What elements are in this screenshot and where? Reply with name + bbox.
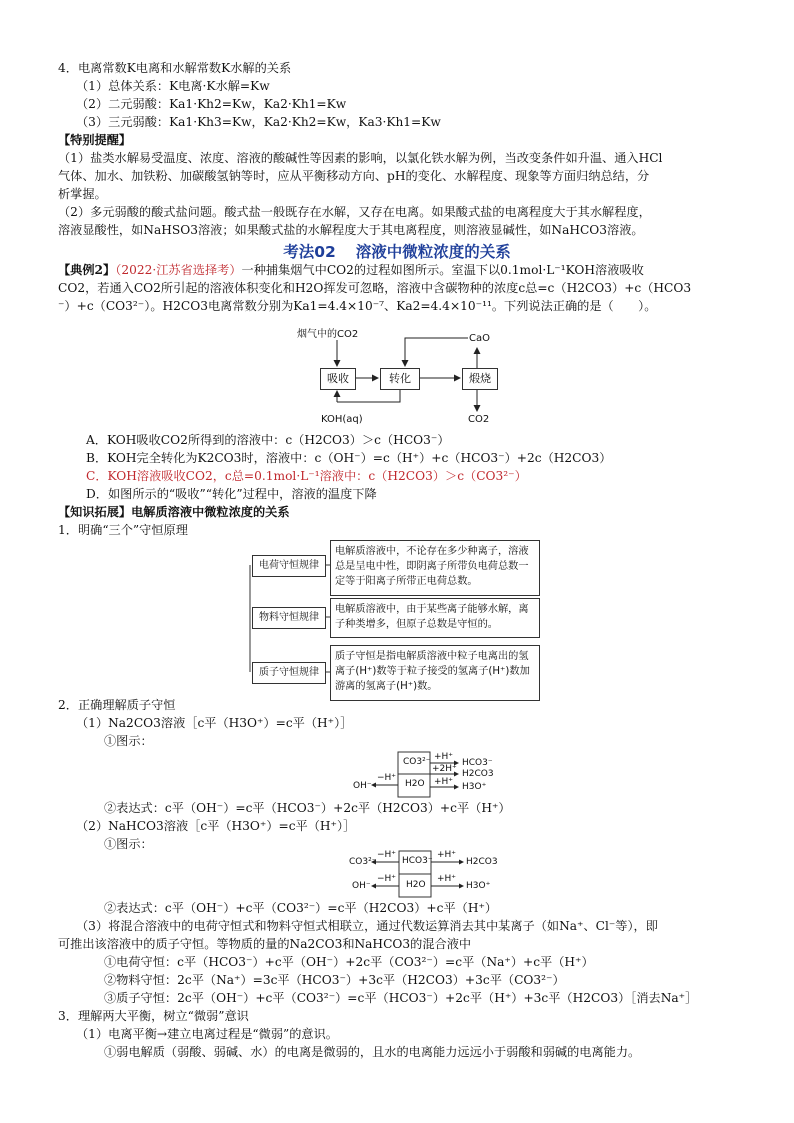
d1-oh: OH⁻ — [353, 781, 372, 791]
knowledge-p4a: （1）电离平衡→建立电离过程是“微弱”的意识。 — [76, 1027, 338, 1041]
rule-name-charge: 电荷守恒规律 — [252, 555, 326, 577]
d1-left-bot: H2O — [405, 779, 425, 789]
d2-m1: −H⁺ — [377, 850, 397, 860]
nahco3-expr: ②表达式：c平（OH⁻）+c平（CO3²⁻）=c平（H2CO3）+c平（H⁺） — [104, 901, 498, 915]
section4-line1: （1）总体关系：K电离·K水解=Kw — [76, 79, 270, 93]
example-q2: CO2，若通入CO2所引起的溶液体积变化和H2O挥发可忽略，溶液中含碳物种的浓度c总=c（H2CO3）+c（HCO3 — [58, 281, 692, 295]
d1-r2: H2CO3 — [462, 769, 494, 779]
na2co3-title: （1）Na2CO3溶液［c平（H3O⁺）=c平（H⁺）］ — [76, 716, 353, 730]
option-a: A．KOH吸收CO2所得到的溶液中：c（H2CO3）＞c（HCO3⁻） — [86, 433, 450, 447]
tips-title: 【特别提醒】 — [58, 133, 132, 147]
example-tag: 【典例2】 — [58, 263, 116, 277]
section4-line3: （3）三元弱酸：Ka1·Kh3=Kw，Ka2·Kh2=Kw，Ka3·Kh1=Kw — [76, 115, 441, 129]
section4-line2: （2）二元弱酸：Ka1·Kh2=Kw，Ka2·Kh1=Kw — [76, 97, 347, 111]
d2-r2: H3O⁺ — [466, 881, 491, 891]
heading-title: 溶液中微粒浓度的关系 — [355, 243, 511, 261]
example-q1: 一种捕集烟气中CO2的过程如图所示。室温下以0.1mol·L⁻¹KOH溶液吸收 — [241, 263, 644, 277]
example-q3: ⁻）+c（CO3²⁻）。H2CO3电离常数分别为Ka1=4.4×10⁻⁷、Ka2=4.4×10⁻¹¹。下列说法正确的是（ ）。 — [58, 299, 657, 313]
rule-text-charge: 电解质溶液中，不论存在多少种离子，溶液总是呈电中性，即阴离子所带负电荷总数一定等于阳离子所带正电荷总数。 — [330, 540, 540, 596]
example-source: （2022·江苏省选择考） — [115, 263, 242, 277]
tips-p1a: （1）盐类水解易受温度、浓度、溶液的酸碱性等因素的影响，以氯化铁水解为例，当改变条件如升温、通入HCl — [58, 151, 663, 165]
d2-l2: OH⁻ — [352, 881, 371, 891]
d1-r3: H3O⁺ — [462, 782, 487, 792]
flow-cao-label: CaO — [469, 333, 490, 344]
na2co3-fig-label: ①图示： — [104, 734, 153, 748]
rule-text-material: 电解质溶液中，由于某些离子能够水解，离子种类增多，但原子总数是守恒的。 — [330, 598, 540, 638]
d1-a3: +H⁺ — [434, 777, 454, 787]
knowledge-p4: 3．理解两大平衡，树立“微弱”意识 — [58, 1009, 249, 1023]
d2-center-bot: H2O — [406, 880, 426, 890]
d1-a1: +H⁺ — [434, 752, 454, 762]
knowledge-title: 【知识拓展】电解质溶液中微粒浓度的关系 — [58, 505, 290, 519]
nahco3-fig-label: ①图示： — [104, 837, 153, 851]
knowledge-p3b: 可推出该溶液中的质子守恒。等物质的量的Na2CO3和NaHCO3的混合液中 — [58, 937, 472, 951]
flow-absorb-box: 吸收 — [320, 368, 356, 390]
d2-l1: CO3²⁻ — [349, 857, 377, 867]
equation-proton: ③质子守恒：2c平（OH⁻）+c平（CO3²⁻）=c平（HCO3⁻）+2c平（H⁺）+3c平（H2CO3）［消去Na⁺］ — [104, 991, 698, 1005]
option-b: B．KOH完全转化为K2CO3时，溶液中：c（OH⁻）=c（H⁺）+c（HCO3⁻）+2c（H2CO3） — [86, 451, 612, 465]
option-c: C．KOH溶液吸收CO2，c总=0.1mol·L⁻¹溶液中：c（H2CO3）＞c（CO3²⁻） — [86, 469, 527, 483]
equation-charge: ①电荷守恒：c平（HCO3⁻）+c平（OH⁻）+2c平（CO3²⁻）=c平（Na⁺）+c平（H⁺） — [104, 955, 594, 969]
option-d: D．如图所示的“吸收”“转化”过程中，溶液的温度下降 — [86, 487, 377, 501]
d2-r1: H2CO3 — [466, 857, 498, 867]
tips-p1c: 析掌握。 — [58, 187, 107, 201]
nahco3-title: （2）NaHCO3溶液［c平（H3O⁺）=c平（H⁺）］ — [76, 819, 356, 833]
flow-calcine-box: 煅烧 — [462, 368, 498, 390]
flow-co2-label: CO2 — [468, 414, 490, 425]
d2-a2: +H⁺ — [437, 874, 457, 884]
knowledge-p3a: （3）将混合溶液中的电荷守恒式和物料守恒式相联立，通过代数运算消去其中某离子（如Na⁺、Cl⁻等），即 — [76, 919, 658, 933]
heading-number: 考法02 — [283, 243, 336, 261]
knowledge-p4b: ①弱电解质（弱酸、弱碱、水）的电离是微弱的，且水的电离能力远远小于弱酸和弱碱的电离能力。 — [104, 1045, 641, 1059]
d2-a1: +H⁺ — [437, 850, 457, 860]
rule-name-material: 物料守恒规律 — [252, 607, 326, 629]
d1-a2: +2H⁺ — [432, 764, 457, 774]
equation-material: ②物料守恒：2c平（Na⁺）=3c平（HCO3⁻）+3c平（H2CO3）+3c平（CO3²⁻） — [104, 973, 565, 987]
d2-m2: −H⁺ — [377, 874, 397, 884]
d1-left-top: CO3²⁻ — [403, 757, 431, 767]
na2co3-expr: ②表达式：c平（OH⁻）=c平（HCO3⁻）+2c平（H2CO3）+c平（H⁺） — [104, 801, 511, 815]
section4-title: 4．电离常数K电离和水解常数K水解的关系 — [58, 61, 292, 75]
d2-center-top: HCO3⁻ — [402, 856, 433, 866]
flow-koh-label: KOH(aq) — [321, 414, 363, 425]
flow-convert-box: 转化 — [380, 368, 420, 390]
rule-text-proton: 质子守恒是指电解质溶液中粒子电离出的氢离子(H⁺)数等于粒子接受的氢离子(H⁺)数加游离的氢离子(H⁺)数。 — [330, 645, 540, 701]
knowledge-p2: 2．正确理解质子守恒 — [58, 698, 176, 712]
tips-p2a: （2）多元弱酸的酸式盐问题。酸式盐一般既存在水解，又存在电离。如果酸式盐的电离程度大于其水解程度， — [58, 205, 651, 219]
d1-r1: HCO3⁻ — [462, 758, 493, 768]
flow-smoke-label: 烟气中的CO2 — [297, 329, 359, 340]
d1-minus-h: −H⁺ — [377, 773, 397, 783]
rule-name-proton: 质子守恒规律 — [252, 662, 326, 684]
tips-p2b: 溶液显酸性，如NaHSO3溶液；如果酸式盐的水解程度大于其电离程度，则溶液显碱性，如NaHCO3溶液。 — [58, 223, 644, 237]
knowledge-p1: 1．明确“三个”守恒原理 — [58, 523, 188, 537]
tips-p1b: 气体、加水、加铁粉、加碳酸氢钠等时，应从平衡移动方向、pH的变化、水解程度、现象等方面归纳总结，分 — [58, 169, 650, 183]
